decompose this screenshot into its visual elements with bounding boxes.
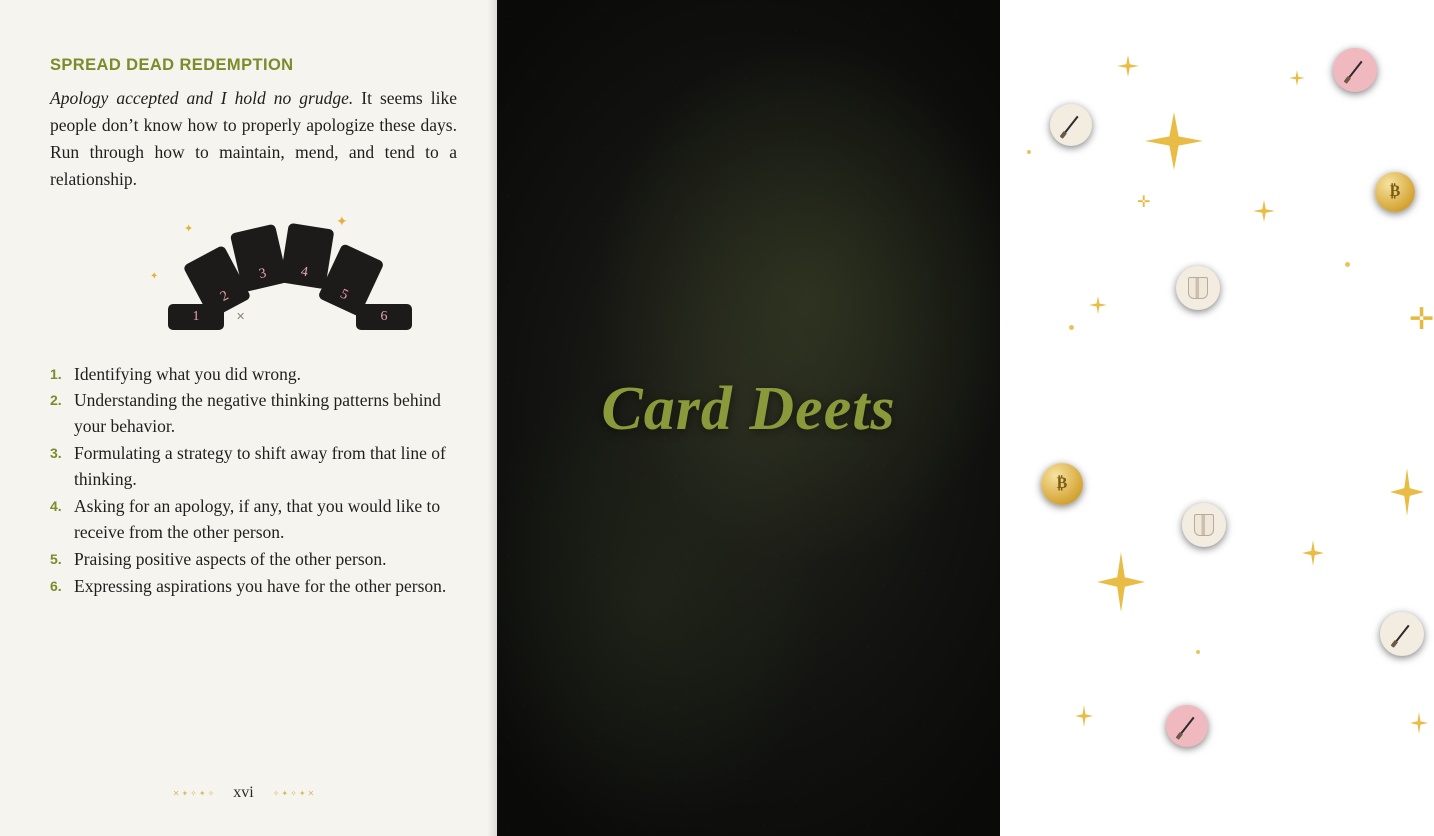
footer-ornament-left: ✕ ✦ ✧ ✦ ✧ — [172, 788, 215, 798]
knife-icon — [1347, 61, 1362, 80]
coin-token: ₿ — [1375, 172, 1415, 212]
list-item-text: Formulating a strategy to shift away from that line of thinking. — [74, 443, 446, 490]
list-item-number: 5. — [50, 550, 62, 567]
list-item-text: Understanding the negative thinking patterns behind your behavior. — [74, 390, 441, 437]
diagram-card-2: 2 — [183, 244, 252, 319]
list-item-number: 4. — [50, 497, 62, 514]
list-item — [50, 574, 450, 600]
plus-icon: ✛ — [1137, 194, 1151, 211]
page-footer — [0, 784, 487, 802]
sparkle-icon — [1089, 296, 1107, 314]
list-item — [50, 441, 450, 493]
steps-list — [50, 362, 450, 600]
dot-icon — [1069, 325, 1074, 330]
list-item-text: Identifying what you did wrong. — [74, 363, 301, 384]
coin-token: ₿ — [1041, 463, 1083, 505]
section-title: Card Deets — [601, 375, 896, 443]
sparkle-icon — [1289, 70, 1305, 86]
list-item-text: Praising positive aspects of the other person. — [74, 548, 387, 569]
diagram-card-4: 4 — [280, 222, 335, 288]
sparkle-icon: ✦ — [336, 214, 348, 230]
page-title: SPREAD DEAD REDEMPTION — [50, 56, 294, 74]
list-item — [50, 547, 450, 573]
list-item — [50, 362, 450, 388]
cup-icon — [1188, 277, 1208, 299]
list-item-text: Expressing aspirations you have for the other person. — [74, 575, 447, 596]
sparkle-icon — [1390, 468, 1424, 516]
cup-icon — [1194, 514, 1214, 536]
list-item-text: Asking for an apology, if any, that you would like to receive from the other person. — [74, 495, 441, 542]
intro-italic-lead: Apology accepted and I hold no grudge. — [50, 88, 354, 108]
sparkle-icon: ✦ — [184, 222, 194, 235]
pink-token — [1166, 705, 1208, 747]
sparkle-icon — [1253, 200, 1275, 222]
diagram-card-6: 6 — [356, 304, 412, 330]
diagram-card-1: 1 — [168, 304, 224, 330]
dot-icon — [1196, 650, 1200, 654]
dot-icon — [1027, 150, 1031, 154]
knife-icon — [1394, 625, 1409, 644]
right-page — [497, 0, 1434, 836]
list-item-number: 6. — [50, 577, 62, 594]
sparkle-icon — [1302, 540, 1324, 566]
dot-icon — [1345, 262, 1350, 267]
list-item-number: 2. — [50, 392, 62, 409]
list-item — [50, 388, 450, 440]
list-item — [50, 494, 450, 546]
intro-paragraph — [50, 85, 457, 194]
footer-ornament-right: ✧ ✦ ✧ ✦ ✕ — [272, 788, 315, 798]
knife-token — [1380, 612, 1424, 656]
knife-icon — [1063, 116, 1078, 135]
list-item-number: 3. — [50, 445, 62, 462]
sparkle-icon — [1410, 712, 1428, 734]
sparkle-icon — [1145, 112, 1203, 170]
intro-body: It seems like people don’t know how to properly apologize these days. Run through how to maintain, mend, and tend to a relationship. — [50, 88, 457, 190]
pink-token — [1333, 48, 1377, 92]
knife-token — [1050, 104, 1092, 146]
plus-icon: ✛ — [1409, 303, 1434, 336]
spread-layout-diagram — [150, 214, 420, 340]
knife-icon — [1179, 717, 1194, 736]
sparkle-icon: ✕ — [236, 310, 246, 323]
sparkle-icon — [1097, 552, 1145, 612]
sparkle-icon — [1075, 705, 1093, 727]
page-number: xvi — [233, 784, 254, 801]
left-page — [0, 0, 497, 836]
cup-token — [1176, 266, 1220, 310]
diagram-card-3: 3 — [230, 223, 288, 292]
cup-token — [1182, 503, 1226, 547]
sparkle-icon: ✦ — [150, 270, 159, 282]
diagram-card-5: 5 — [317, 243, 384, 317]
sparkle-icon — [1117, 55, 1139, 77]
list-item-number: 1. — [50, 365, 62, 382]
